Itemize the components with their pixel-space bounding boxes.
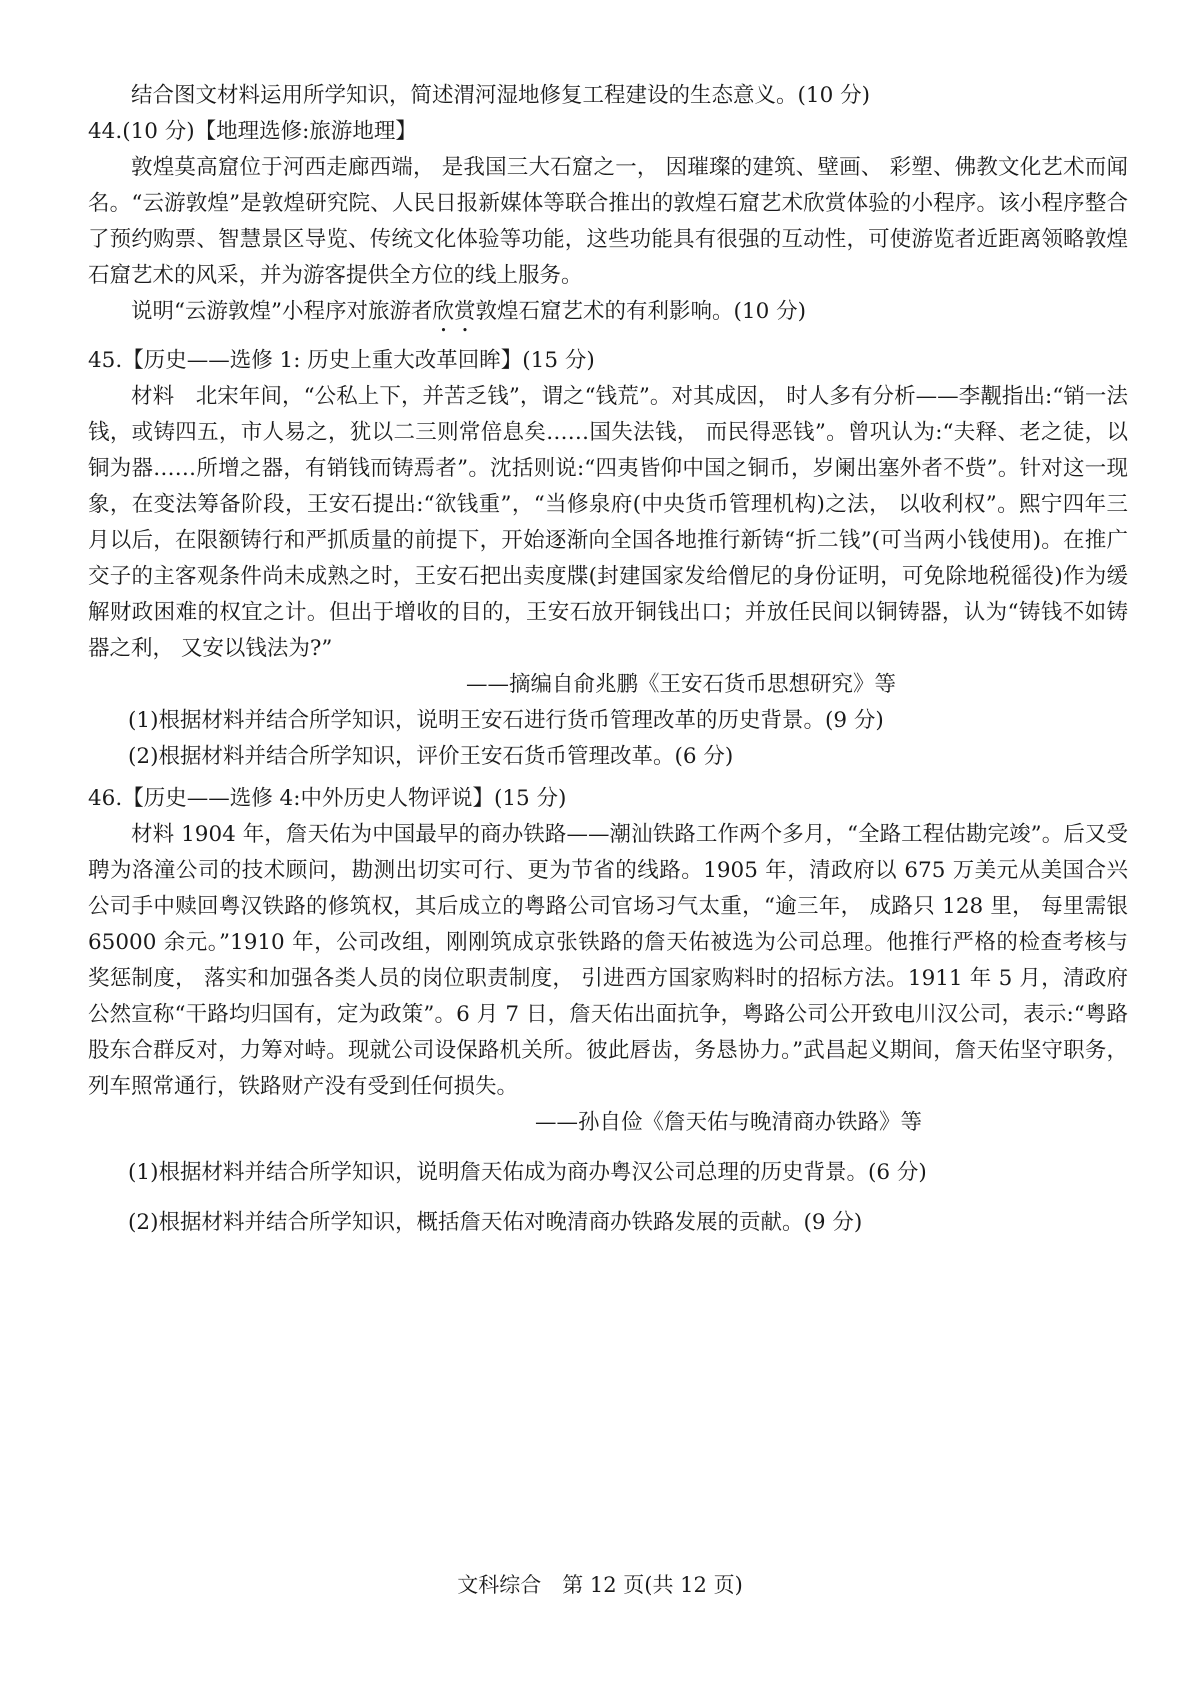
q45-header: 45.【历史——选修 1: 历史上重大改革回眸】(15 分) [88, 348, 595, 373]
page-content [88, 78, 1128, 1241]
page-footer: 文科综合 第 12 页(共 12 页) [457, 1573, 743, 1597]
q44-question-emphasis: 欣赏 [432, 299, 476, 324]
q44-question-pre: 说明“云游敦煌”小程序对旅游者 [131, 299, 433, 324]
q46-source: ——孙自俭《詹天佑与晚清商办铁路》等 [534, 1110, 922, 1135]
q45-source: ——摘编自俞兆鹏《王安石货币思想研究》等 [465, 672, 896, 697]
q46-header: 46.【历史——选修 4:中外历史人物评说】(15 分) [88, 786, 567, 811]
q46-material: 材料 1904 年，詹天佑为中国最早的商办铁路——潮汕铁路工作两个多月，“全路工程估勘完竣”。后又受聘为洛潼公司的技术顾问，勘测出切实可行、更为节省的线路。1905 年，清政府以 675 万美元从美国合兴公司手中赎回粤汉铁路的修筑权，其后成立的粤路公司官场习气太重，“逾三年， 成路只 128 里， 每里需银 65000 余元。”1910 年，公司改组，刚刚筑成京张铁路的詹天佑被选为公司总理。他推行严格的检查考核与奖惩制度， 落实和加强各类人员的岗位职责制度， 引进西方国家购料时的招标方法。1911 年 5 月，清政府公然宣称“干路均归国有，定为政策”。6 月 7 日，詹天佑出面抗争，粤路公司公开致电川汉公司，表示:“粤路股东合群反对，力筹对峙。现就公司设保路机关所。彼此唇齿，务恳协力。”武昌起义期间，詹天佑坚守职务，列车照常通行，铁路财产没有受到任何损失。 [88, 822, 1128, 1099]
q44-question [88, 294, 1128, 337]
q45-material: 材料 北宋年间，“公私上下，并苦乏钱”，谓之“钱荒”。对其成因， 时人多有分析——李觏指出:“销一法钱，或铸四五，市人易之，犹以二三则常倍息矣……国失法钱， 而民得恶钱”。曾巩认为:“夫释、老之徒，以铜为器……所增之器，有销钱而铸焉者”。沈括则说:“四夷皆仰中国之铜币，岁阑出塞外者不赀”。针对这一现象，在变法筹备阶段，王安石提出:“欲钱重”，“当修泉府(中央货币管理机构)之法， 以收利权”。熙宁四年三月以后，在限额铸行和严抓质量的前提下，开始逐渐向全国各地推行新铸“折二钱”(可当两小钱使用)。在推广交子的主客观条件尚未成熟之时，王安石把出卖度牒(封建国家发给僧尼的身份证明，可免除地税徭役)作为缓解财政困难的权宜之计。但出于增收的目的，王安石放开铜钱出口；并放任民间以铜铸器，认为“铸钱不如铸器之利， 又安以钱法为?” [88, 384, 1128, 661]
q44-header: 44.(10 分)【地理选修:旅游地理】 [88, 119, 417, 144]
q46-subquestion-2: (2)根据材料并结合所学知识，概括詹天佑对晚清商办铁路发展的贡献。(9 分) [128, 1210, 863, 1235]
q43-instruction: 结合图文材料运用所学知识，简述渭河湿地修复工程建设的生态意义。(10 分) [131, 83, 870, 108]
q44-question-post: 敦煌石窟艺术的有利影响。(10 分) [475, 299, 806, 324]
q44-material: 敦煌莫高窟位于河西走廊西端， 是我国三大石窟之一， 因璀璨的建筑、壁画、 彩塑、佛教文化艺术而闻名。“云游敦煌”是敦煌研究院、人民日报新媒体等联合推出的敦煌石窟艺术欣赏体验的小程序。该小程序整合了预约购票、智慧景区导览、传统文化体验等功能，这些功能具有很强的互动性，可使游览者近距离领略敦煌石窟艺术的风采，并为游客提供全方位的线上服务。 [88, 155, 1128, 288]
q45-subquestion-1: (1)根据材料并结合所学知识，说明王安石进行货币管理改革的历史背景。(9 分) [128, 708, 884, 733]
q45-subquestion-2: (2)根据材料并结合所学知识，评价王安石货币管理改革。(6 分) [128, 744, 734, 769]
q46-subquestion-1: (1)根据材料并结合所学知识，说明詹天佑成为商办粤汉公司总理的历史背景。(6 分) [128, 1160, 927, 1185]
